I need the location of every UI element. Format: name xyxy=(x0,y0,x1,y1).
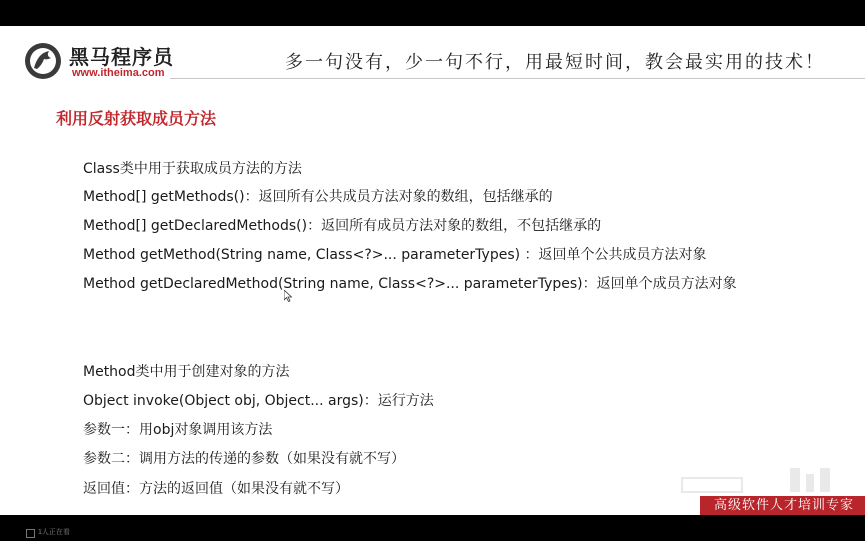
video-status-bar xyxy=(0,515,865,541)
content-line: Method类中用于创建对象的方法 xyxy=(83,364,290,380)
watermark-graphic xyxy=(680,466,850,496)
content-line: Method getDeclaredMethod(String name, Class<?>... parameterTypes)：返回单个成员方法对象 xyxy=(83,276,737,292)
mouse-cursor-icon xyxy=(284,290,292,302)
viewer-icon xyxy=(26,529,35,538)
content-line: Method getMethod(String name, Class<?>... parameterTypes) ：返回单个公共成员方法对象 xyxy=(83,247,707,263)
content-line: Method[] getMethods()：返回所有公共成员方法对象的数组，包括继承的 xyxy=(83,189,553,205)
slide-header xyxy=(0,26,865,83)
page-title: 利用反射获取成员方法 xyxy=(56,109,217,128)
viewer-count: 1人正在看 xyxy=(38,529,70,536)
header-divider xyxy=(170,78,865,79)
brand-name: 黑马程序员 xyxy=(69,45,174,69)
horse-logo-icon xyxy=(22,41,64,81)
content-line: Method[] getDeclaredMethods()：返回所有成员方法对象的数组，不包括继承的 xyxy=(83,218,602,234)
content-line: 返回值：方法的返回值（如果没有就不写） xyxy=(83,481,349,497)
slogan: 多一句没有，少一句不行，用最短时间，教会最实用的技术！ xyxy=(285,52,825,73)
content-line: 参数一：用obj对象调用该方法 xyxy=(83,422,273,438)
footer-tagline: 高级软件人才培训专家 xyxy=(714,498,855,513)
slide xyxy=(0,26,865,515)
content-line: Class类中用于获取成员方法的方法 xyxy=(83,161,302,177)
brand-url: www.itheima.com xyxy=(72,67,165,79)
content-line: Object invoke(Object obj, Object... args)：运行方法 xyxy=(83,393,434,409)
content-line: 参数二：调用方法的传递的参数（如果没有就不写） xyxy=(83,451,405,467)
